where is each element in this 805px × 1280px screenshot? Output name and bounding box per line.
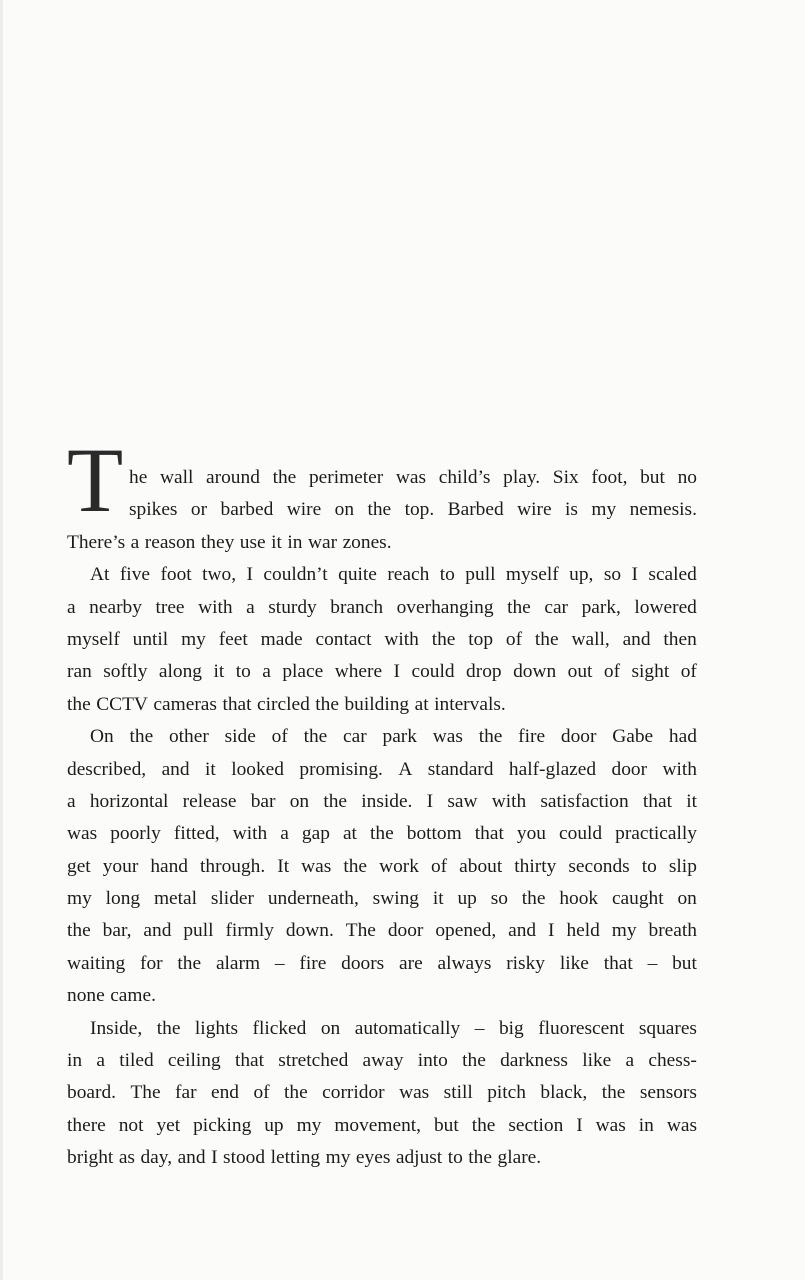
text-line: the bar, and pull firmly down. The door opened, and I held my breath [67, 920, 697, 942]
text-line: there not yet picking up my movement, but the section I was in was [67, 1114, 697, 1136]
paragraph [67, 559, 697, 721]
text-line: in a tiled ceiling that stretched away into the darkness like a chess- [67, 1050, 697, 1072]
text-line: the CCTV cameras that circled the building at intervals. [67, 693, 506, 715]
drop-cap: T [67, 429, 124, 531]
text-line: board. The far end of the corridor was still pitch black, the sensors [67, 1082, 697, 1104]
paragraph [67, 1013, 697, 1175]
text-line: was poorly fitted, with a gap at the bottom that you could practically [67, 823, 697, 845]
text-line: my long metal slider underneath, swing it up so the hook caught on [67, 888, 697, 910]
text-line: ran softly along it to a place where I could drop down out of sight of [67, 661, 697, 683]
text-line: Inside, the lights flicked on automatically – big fluorescent squares [90, 1017, 697, 1039]
text-line: a horizontal release bar on the inside. I saw with satisfaction that it [67, 790, 697, 812]
paragraphs [67, 462, 697, 1175]
text-line: get your hand through. It was the work of about thirty seconds to slip [67, 855, 697, 877]
text-line: spikes or barbed wire on the top. Barbed wire is my nemesis. [129, 499, 697, 521]
text-line: At five foot two, I couldn’t quite reach to pull myself up, so I scaled [90, 564, 697, 586]
text-line: myself until my feet made contact with the top of the wall, and then [67, 628, 697, 650]
paragraph [67, 721, 697, 1013]
chapter-text [67, 429, 697, 1175]
text-line: none came. [67, 985, 156, 1007]
text-line: he wall around the perimeter was child’s play. Six foot, but no [129, 467, 697, 488]
text-line: On the other side of the car park was the fire door Gabe had [90, 726, 697, 748]
text-line: There’s a reason they use it in war zones. [67, 531, 392, 553]
text-line: bright as day, and I stood letting my eyes adjust to the glare. [67, 1147, 542, 1169]
text-line: waiting for the alarm – fire doors are always risky like that – but [67, 952, 697, 974]
text-line: described, and it looked promising. A standard half-glazed door with [67, 758, 697, 780]
scan-edge [0, 0, 3, 1280]
paragraph [67, 462, 697, 559]
text-line: a nearby tree with a sturdy branch overhanging the car park, lowered [67, 596, 697, 618]
